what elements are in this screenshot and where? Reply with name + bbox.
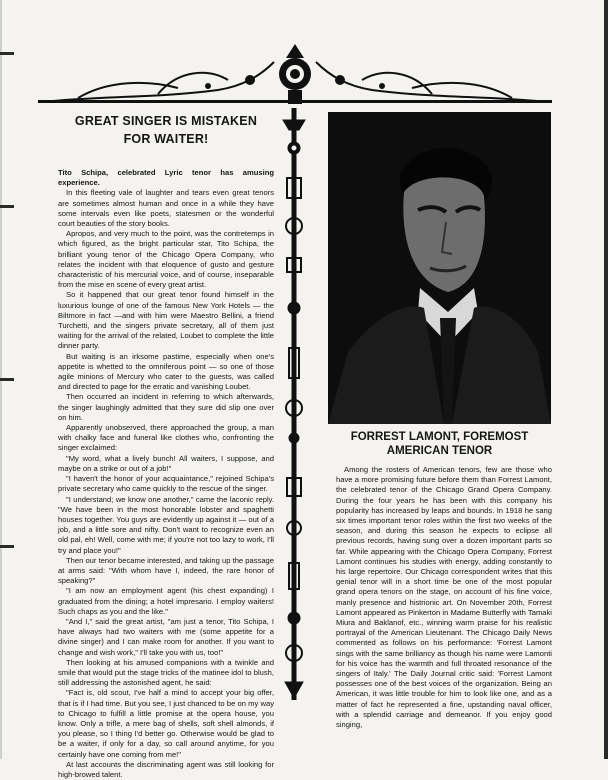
binding-mark [0, 52, 14, 55]
header-ornament-icon [38, 40, 552, 110]
headline-schipa [58, 112, 274, 148]
article-schipa [58, 112, 274, 780]
paragraph: Among the rosters of American tenors, few are those who have a more promising future before them than Forrest Lamont, the celebrated tenor of the Chicago Grand Opera Company. During the four years he has been with this company his popularity has increased by leaps and bounds. In 1918 he sang six times important tenor roles within the first two weeks of the season, and during this season he expects to eclipse all previous records, having sung over a dozen important parts so far. While appearing with the Chicago Opera Company, Forrest Lamont continues his studies with energy, adding constantly to his large repertoire. Our Chicago correspondent writes that this genial tenor will in a short time be one of the most popular grand opera tenors on the stage, on account of his fine voice, manly presence and histrionic art. On November 20th, Forrest Lamont appeared as Pinkerton in Madame Butterfly with Tamaki Miura and Baklanof, etc., winning warm praise for his realistic portrayal of the American Lieutenant. The Chicago Daily News commented as follows on his performance: 'Forrest Lamont sings with the same brilliancy as though his name were Lamonti for his voice has the warmth and full throated resonance of the singers of Italy.' The Daily Journal critic said: 'Forrest Lamont possesses one of the best voices of the organization. Being an American, it was little trouble for him to look like one, and as a matter of fact he represented a fine, upstanding naval officer, with a splendid carriage and demeanor. If you enjoy good singing, [336, 465, 552, 730]
caption-lamont [328, 430, 551, 458]
paragraph: Apparently unobserved, there approached the group, a man with chalky face and funeral like clothes who, confronting the singer exclaimed: [58, 423, 274, 453]
paragraph: "Fact is, old scout, I've half a mind to accept your big offer, that is if I had time. But you see, I just chanced to be on my way to Chicago to fulfill a little promise at the opera house, you know. Only a trifle, a mere bag of shells, soft shell almonds, if you please, so I thing I'd better go. Otherwise would be glad to be a waiter, if only for a day, so call around anytime, for you certainly have one coming from me!" [58, 688, 274, 759]
article-body [58, 168, 274, 780]
binding-mark [0, 545, 14, 548]
paragraph: "I am now an employment agent (his chest expanding) I graduated from the dining; a hotel impresario. I employ waiters! Such chaps as you and the like." [58, 586, 274, 616]
headline-line: GREAT SINGER IS MISTAKEN [74, 114, 258, 128]
paragraph: At last accounts the discriminating agent was still looking for high-browed talent. [58, 759, 274, 779]
ornamental-column-divider [281, 108, 307, 700]
binding-mark [0, 205, 14, 208]
paragraph: Apropos, and very much to the point, was the contretemps in which figured, as the bright particular star, Tito Schipa, the brilliant young tenor of the Chicago Opera Company, who relates the incident with that eloquence of gusto and gesture characteristic of his mercurial voice, and of course, inseparable from the mise en scene of every great artist. [58, 229, 274, 290]
paragraph: So it happened that our great tenor found himself in the luxurious lounge of one of the famous New York Hotels — the Biltmore in fact —and with him were Maestro Bellini, a friend Turchetti, and the singers private secretary, all of them just waiting for the arrival of the related, Loubet to complete the little dinner party. [58, 290, 274, 351]
paragraph: "I understand; we know one another," came the laconic reply. "We have been in the most honorable lobster and spaghetti houses together. You guys are evidently up against it — out of a job, and a little sore and nifty. Don't want to recognize even an old pal, eh! Well, come with me; if you're not too lazy to work, I'll try and place you!" [58, 494, 274, 555]
portrait-photo-icon [328, 112, 551, 424]
caption-line: AMERICAN TENOR [386, 445, 493, 457]
paragraph: Tito Schipa, celebrated Lyric tenor has amusing experience. [58, 168, 274, 188]
article-lamont [336, 465, 552, 730]
paragraph: "And I," said the great artist, "am just a tenor, Tito Schipa, I have always had two waiters with me (some appetite for a divine singer) and I can make room for another. If you want to change and wish work," I'll take you with us, too!" [58, 616, 274, 657]
headline-line: FOR WAITER! [123, 132, 209, 146]
paragraph: "My word, what a lively bunch! All waiters, I suppose, and maybe on a strike or out of a job!" [58, 453, 274, 473]
paragraph: In this fleeting vale of laughter and tears even great tenors are sometimes almost human and once in a while they have some intervals even like poets, statesmen or the wonderful court beauties of the story books. [58, 188, 274, 229]
binding-mark [0, 378, 14, 381]
paragraph: Then looking at his amused companions with a twinkle and smile that would put the stage tricks of the matinee idol to blush, still addressing the astonished agent, he said: [58, 657, 274, 688]
paragraph: Then occurred an incident in referring to which afterwards, the singer laughingly admitted that they sure did slip one over on him. [58, 392, 274, 422]
paragraph: But waiting is an irksome pastime, especially when one's appetite is whetted to the omniferous point — so one of those agile minions of Mercury who cater to the guests, was called and directed to page for the erratic and vanishing Loubet. [58, 351, 274, 392]
paragraph: "I haven't the honor of your acquaintance," rejoined Schipa's private secretary who came quickly to the rescue of the singer. [58, 474, 274, 494]
caption-line: FORREST LAMONT, FOREMOST [350, 431, 529, 443]
paragraph: Then our tenor became interested, and taking up the passage at arms said: "With whom have I, indeed, the rare honor of speaking?" [58, 555, 274, 586]
portrait-photo [328, 112, 551, 424]
